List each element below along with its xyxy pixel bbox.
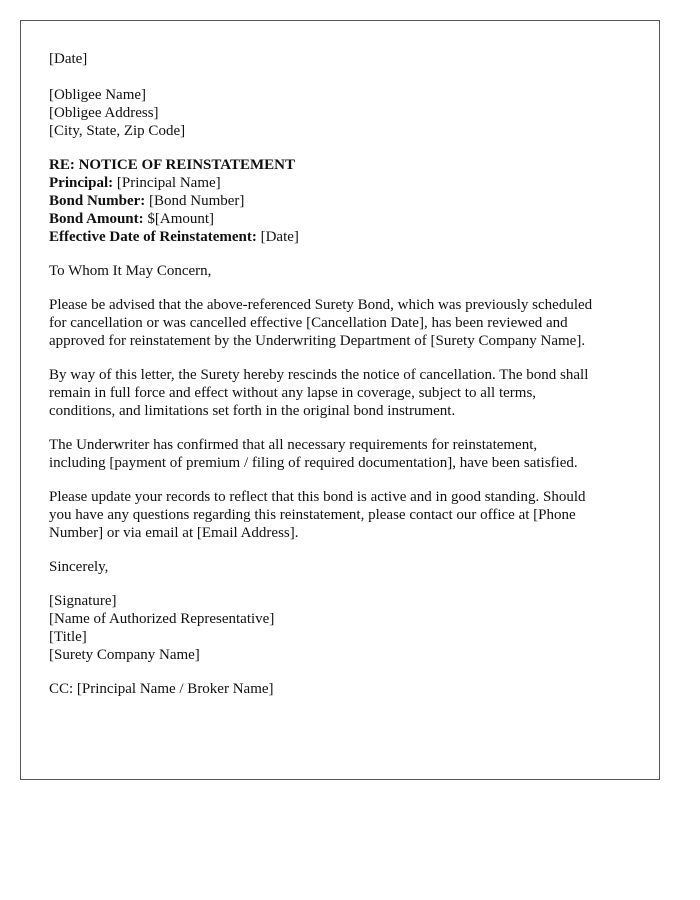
date-text: [Date]	[49, 51, 88, 67]
field-label: Effective Date of Reinstatement:	[49, 229, 257, 245]
subject-line	[49, 156, 659, 174]
signature-placeholder: [Signature]	[49, 593, 117, 609]
body-paragraph	[49, 366, 659, 420]
cc-line	[49, 680, 659, 698]
field-label: Bond Number:	[49, 193, 146, 209]
paragraph-line: you have any questions regarding this reinstatement, please contact our office at [Phone	[49, 507, 576, 523]
reference-field	[49, 192, 659, 210]
paragraph-line: Number] or via email at [Email Address].	[49, 525, 299, 541]
field-value: [Date]	[256, 229, 299, 245]
cc-text: CC: [Principal Name / Broker Name]	[49, 681, 274, 697]
reference-block	[49, 156, 659, 246]
reference-field	[49, 174, 659, 192]
letter-date	[49, 50, 659, 68]
paragraph-line: remain in full force and effect without any lapse in coverage, subject to all terms,	[49, 385, 537, 401]
body-paragraph	[49, 436, 659, 472]
signer-company: [Surety Company Name]	[49, 647, 200, 663]
field-value: [Bond Number]	[145, 193, 245, 209]
recipient-name: [Obligee Name]	[49, 87, 147, 103]
paragraph-line: By way of this letter, the Surety hereby rescinds the notice of cancellation. The bond shall	[49, 367, 589, 383]
field-label: Principal:	[49, 175, 114, 191]
paragraph-line: approved for reinstatement by the Underwriting Department of [Surety Company Name].	[49, 333, 586, 349]
reference-field	[49, 210, 659, 228]
reference-field	[49, 228, 659, 246]
signature-block	[49, 592, 659, 664]
letter-document	[20, 20, 660, 780]
paragraph-line: for cancellation or was cancelled effective [Cancellation Date], has been reviewed and	[49, 315, 568, 331]
field-value: $[Amount]	[143, 211, 215, 227]
body-paragraph	[49, 488, 659, 542]
closing-text: Sincerely,	[49, 559, 109, 575]
recipient-city: [City, State, Zip Code]	[49, 123, 186, 139]
salutation	[49, 262, 659, 280]
field-label: Bond Amount:	[49, 211, 144, 227]
paragraph-line: The Underwriter has confirmed that all necessary requirements for reinstatement,	[49, 437, 538, 453]
signer-name: [Name of Authorized Representative]	[49, 611, 275, 627]
subject-text: RE: NOTICE OF REINSTATEMENT	[49, 157, 296, 173]
paragraph-line: Please be advised that the above-referenced Surety Bond, which was previously scheduled	[49, 297, 593, 313]
signer-title: [Title]	[49, 629, 87, 645]
recipient-block	[49, 86, 659, 140]
paragraph-line: conditions, and limitations set forth in the original bond instrument.	[49, 403, 456, 419]
body-paragraph	[49, 296, 659, 350]
paragraph-line: Please update your records to reflect that this bond is active and in good standing. Should	[49, 489, 586, 505]
closing	[49, 558, 659, 576]
salutation-text: To Whom It May Concern,	[49, 263, 212, 279]
paragraph-line: including [payment of premium / filing of required documentation], have been satisfied.	[49, 455, 578, 471]
field-value: [Principal Name]	[113, 175, 221, 191]
recipient-address: [Obligee Address]	[49, 105, 159, 121]
